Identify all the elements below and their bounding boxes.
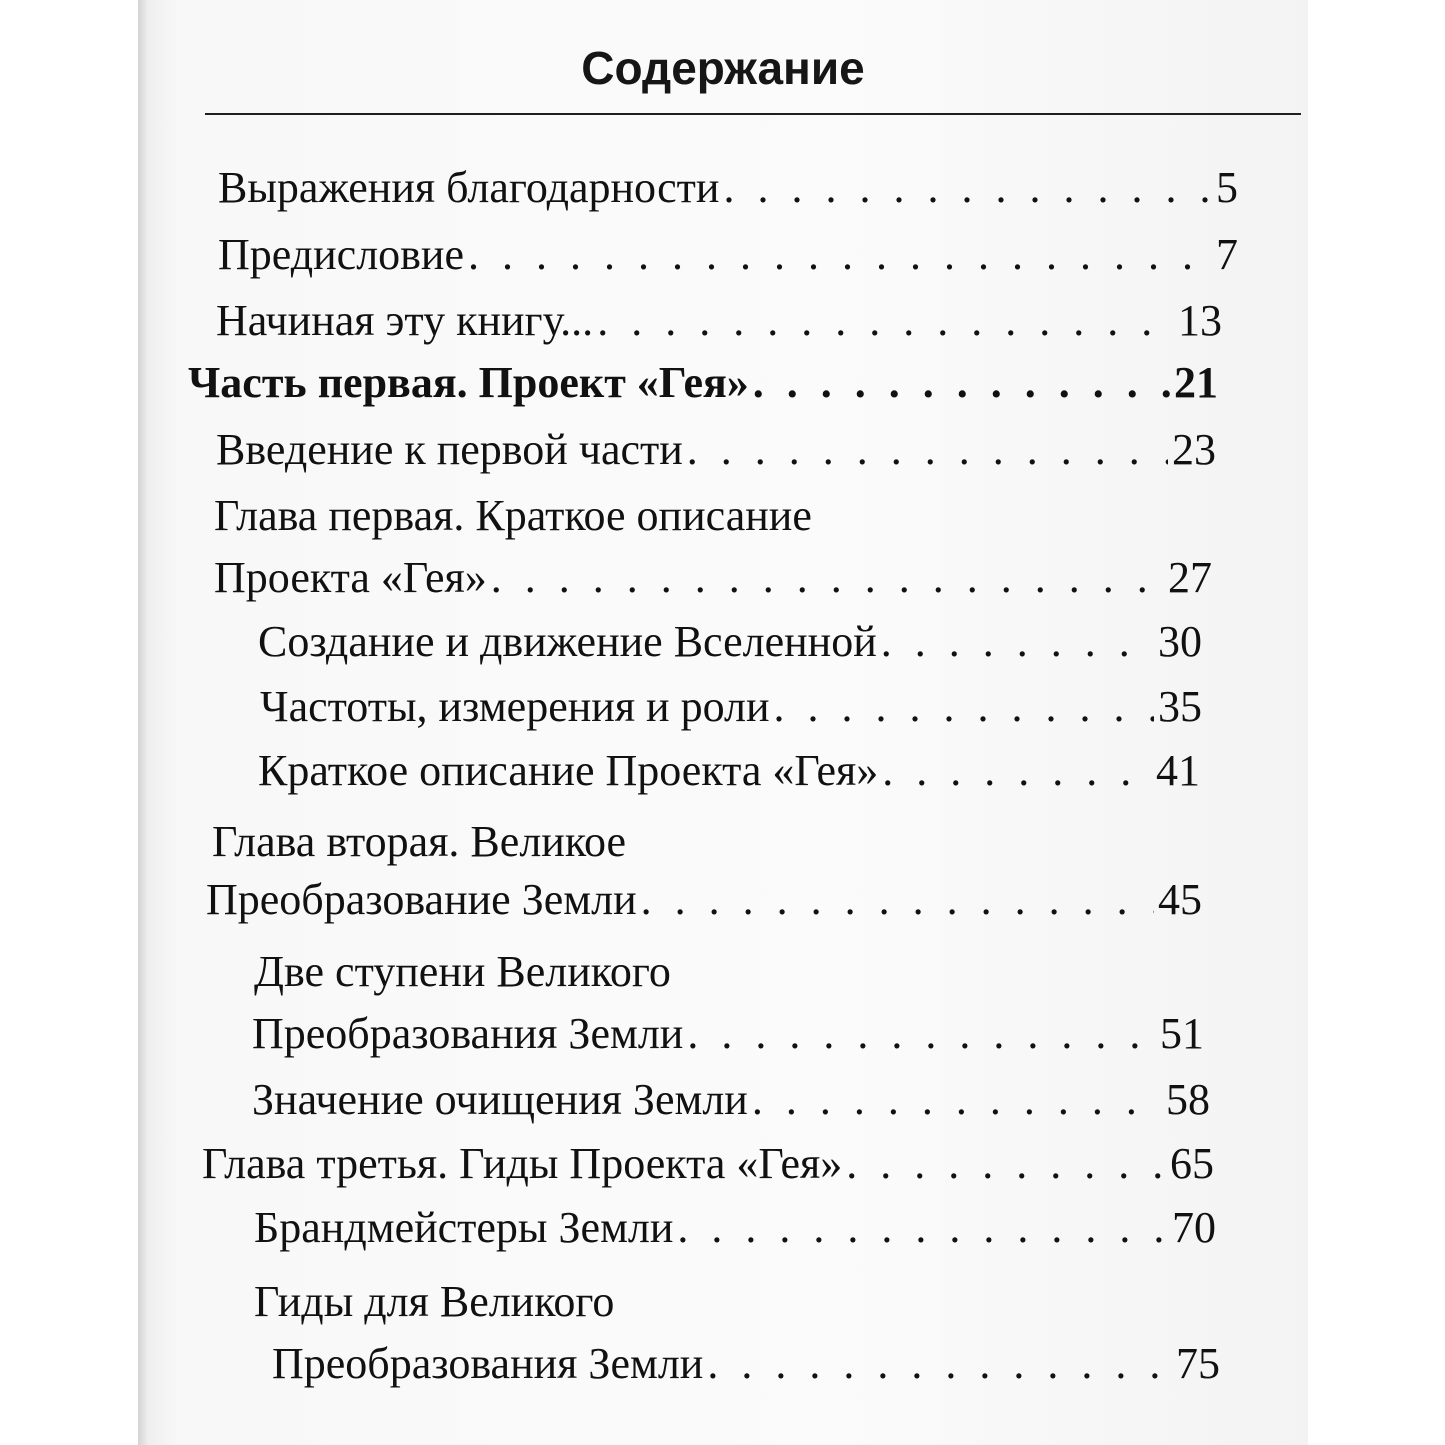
toc-entry-label: Глава третья. Гиды Проекта «Гея» <box>202 1139 843 1188</box>
toc-entry <box>218 160 1238 216</box>
dot-leader <box>677 1200 1168 1256</box>
toc-entry-page: 45 <box>1158 875 1202 924</box>
toc-entry-label-line1: Глава вторая. Великое <box>212 817 627 866</box>
toc-entry-label: Краткое описание Проекта «Гея» <box>258 746 879 795</box>
toc-entry <box>216 293 1222 349</box>
toc-entry-page: 70 <box>1172 1203 1216 1252</box>
toc-entry-label: Выражения благодарности <box>218 163 720 212</box>
toc-entry-page: 35 <box>1158 682 1202 731</box>
dot-leader <box>687 422 1168 478</box>
dot-leader <box>723 160 1212 216</box>
toc-part-entry <box>188 355 1218 411</box>
toc-entry-page: 27 <box>1168 553 1212 602</box>
toc-entry-label: Проекта «Гея» <box>214 553 487 602</box>
toc-entry-label: Создание и движение Вселенной <box>258 617 877 666</box>
toc-entry-label: Значение очищения Земли <box>252 1075 748 1124</box>
dot-leader <box>881 614 1154 670</box>
toc-heading: Содержание <box>581 42 865 94</box>
toc-entry-label: Частоты, измерения и роли <box>260 682 770 731</box>
toc-subentry <box>252 1072 1210 1128</box>
toc-entry-label: Часть первая. Проект «Гея» <box>188 358 749 407</box>
toc-entry-label-line1: Две ступени Великого <box>254 947 671 996</box>
toc-entry-page: 51 <box>1160 1009 1204 1058</box>
dot-leader <box>774 679 1154 735</box>
dot-leader <box>491 550 1164 606</box>
toc-entry <box>214 550 1212 606</box>
toc-entry-page: 13 <box>1178 296 1222 345</box>
toc-entry <box>206 872 1202 928</box>
table-of-contents <box>138 0 1308 1445</box>
dot-leader <box>597 293 1174 349</box>
toc-entry-page: 65 <box>1170 1139 1214 1188</box>
toc-entry-label: Брандмейстеры Земли <box>254 1203 674 1252</box>
toc-entry-page: 23 <box>1172 425 1216 474</box>
toc-subentry <box>258 614 1202 670</box>
dot-leader <box>687 1006 1156 1062</box>
toc-subentry <box>260 679 1202 735</box>
toc-subentry <box>252 1006 1204 1062</box>
book-page <box>138 0 1308 1445</box>
toc-entry <box>202 1136 1214 1192</box>
toc-subentry <box>258 743 1200 799</box>
dot-leader <box>846 1136 1166 1192</box>
toc-entry-page: 21 <box>1174 358 1218 407</box>
toc-entry-page: 41 <box>1156 746 1200 795</box>
toc-entry-label: Начиная эту книгу... <box>216 296 594 345</box>
toc-subentry <box>272 1336 1220 1392</box>
toc-entry-label: Преобразование Земли <box>206 875 637 924</box>
toc-entry <box>216 422 1216 478</box>
dot-leader <box>752 1072 1162 1128</box>
toc-entry-label: Преобразования Земли <box>252 1009 684 1058</box>
toc-entry <box>218 227 1238 283</box>
toc-entry-label: Введение к первой части <box>216 425 683 474</box>
toc-entry-page: 75 <box>1176 1339 1220 1388</box>
dot-leader <box>468 227 1212 283</box>
dot-leader <box>882 743 1152 799</box>
toc-entry-label: Предисловие <box>218 230 464 279</box>
dot-leader <box>707 1336 1172 1392</box>
toc-entry-page: 5 <box>1216 163 1238 212</box>
toc-entry-label-line1: Глава первая. Краткое описание <box>214 491 812 540</box>
toc-entry-page: 30 <box>1158 617 1202 666</box>
toc-entry-label: Преобразования Земли <box>272 1339 704 1388</box>
dot-leader <box>641 872 1154 928</box>
toc-subentry <box>254 1200 1216 1256</box>
toc-entry-label-line1: Гиды для Великого <box>254 1277 615 1326</box>
toc-entry-page: 7 <box>1216 230 1238 279</box>
toc-entry-page: 58 <box>1166 1075 1210 1124</box>
dot-leader <box>753 355 1170 411</box>
